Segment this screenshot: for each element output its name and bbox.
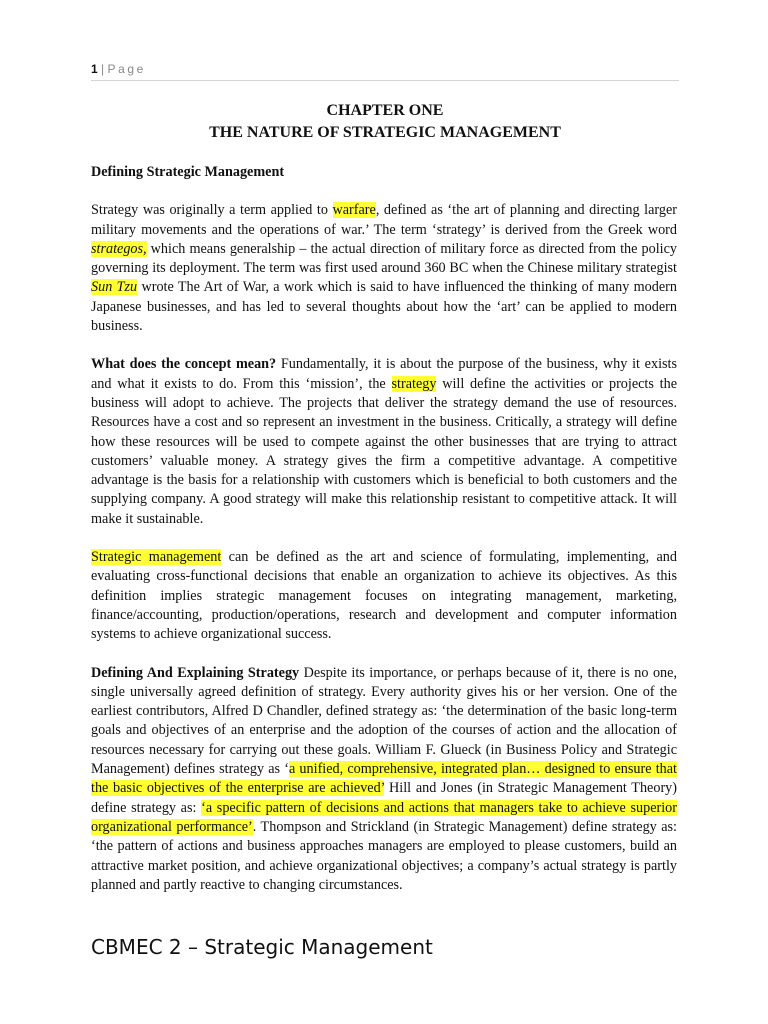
chapter-title: THE NATURE OF STRATEGIC MANAGEMENT [209,124,561,141]
chapter-number: CHAPTER ONE [326,102,444,119]
text-run: can be defined as the art and science of formulating, implementing, and evaluating cross-functional decisions that enable an organization to achieve its objectives. As this definition implies strategic management focuses on integrating management, marketing, finance/accounting, production/operations, research and development and computer information systems to achieve organizational success. [91,549,677,643]
page-footer: CBMEC 2 – Strategic Management [91,935,433,959]
text-run: Fundamentally, it is about the purpose of the business, why it exists and what it exists to do. From this ‘mission’, the [91,356,677,392]
text-run: which means generalship – the actual direction of military force as directed from the policy governing its deployment. The term was first used around 360 BC when the Chinese military strategist [91,240,677,277]
header-separator: | [97,62,108,76]
paragraph-strategy-origin [91,201,677,336]
highlight-warfare: warfare [332,202,376,219]
paragraph-strategic-management-definition [91,548,677,644]
page-word: Page [107,62,146,76]
text-run: Hill and Jones (in Strategic Management Theory) define strategy as: [91,780,677,816]
highlight-hill-jones-quote: ‘a specific pattern of decisions and actions that managers take to achieve superior organizational performance’ [91,799,677,835]
text-run: , defined as ‘the art of planning and directing larger military movements and the operations of war.’ The term ‘strategy’ is derived from the Greek word [91,202,677,238]
document-body [91,163,677,914]
text-run: will define the activities or projects the business will adopt to achieve. The projects that deliver the strategy demand the use of resources. Resources have a cost and so represent an investment in the business. Critically, a strategy will define how these resources will be used to compete against the other businesses that are trying to attract customers’ valuable money. A strategy gives the firm a competitive advantage. A competitive advantage is the basis for a relationship with customers which is beneficial to both customers and the supplying company. A good strategy will make this relationship resistant to competitive attack. It will make it sustainable. [91,375,677,527]
paragraph-concept-meaning [91,355,677,529]
highlight-sun-tzu: Sun Tzu [91,279,138,296]
paragraph-defining-strategy [91,664,677,896]
highlight-strategos: strategos, [91,240,147,257]
page-number: 1 [91,62,98,76]
lead-in-bold: Defining And Explaining Strategy [91,664,300,681]
highlight-glueck-quote: a unified, comprehensive, integrated plan… designed to ensure that the basic objectives of the enterprise are achieved’ [91,761,677,797]
highlight-strategic-management: Strategic management [91,549,222,566]
page-header [91,62,679,81]
lead-in-bold: What does the concept mean? [91,356,277,373]
section-heading: Defining Strategic Management [91,164,285,180]
chapter-heading [91,100,679,144]
highlight-strategy: strategy [391,375,437,392]
text-run: . Thompson and Strickland (in Strategic Management) define strategy as: ‘the pattern of actions and business approaches managers are employed to please customers, build an attractive market position, and achieve organizational objectives; a company’s actual strategy is partly planned and partly reactive to changing circumstances. [91,818,677,893]
text-run: Despite its importance, or perhaps because of it, there is no one, single universally agreed definition of strategy. Every authority gives his or her version. One of the earliest contributors, Alfred D Chandler, defined strategy as: ‘the determination of the basic long-term goals and objectives of an enterprise and the adoption of the courses of action and the allocation of resources necessary for carrying out these goals. William F. Glueck (in Business Policy and Strategic Management) defines strategy as ‘ [91,664,677,778]
text-run: Strategy was originally a term applied to [91,202,333,219]
text-run: wrote The Art of War, a work which is said to have influenced the thinking of many modern Japanese businesses, and has led to several thoughts about how the ‘art’ can be applied to modern business. [91,279,677,335]
